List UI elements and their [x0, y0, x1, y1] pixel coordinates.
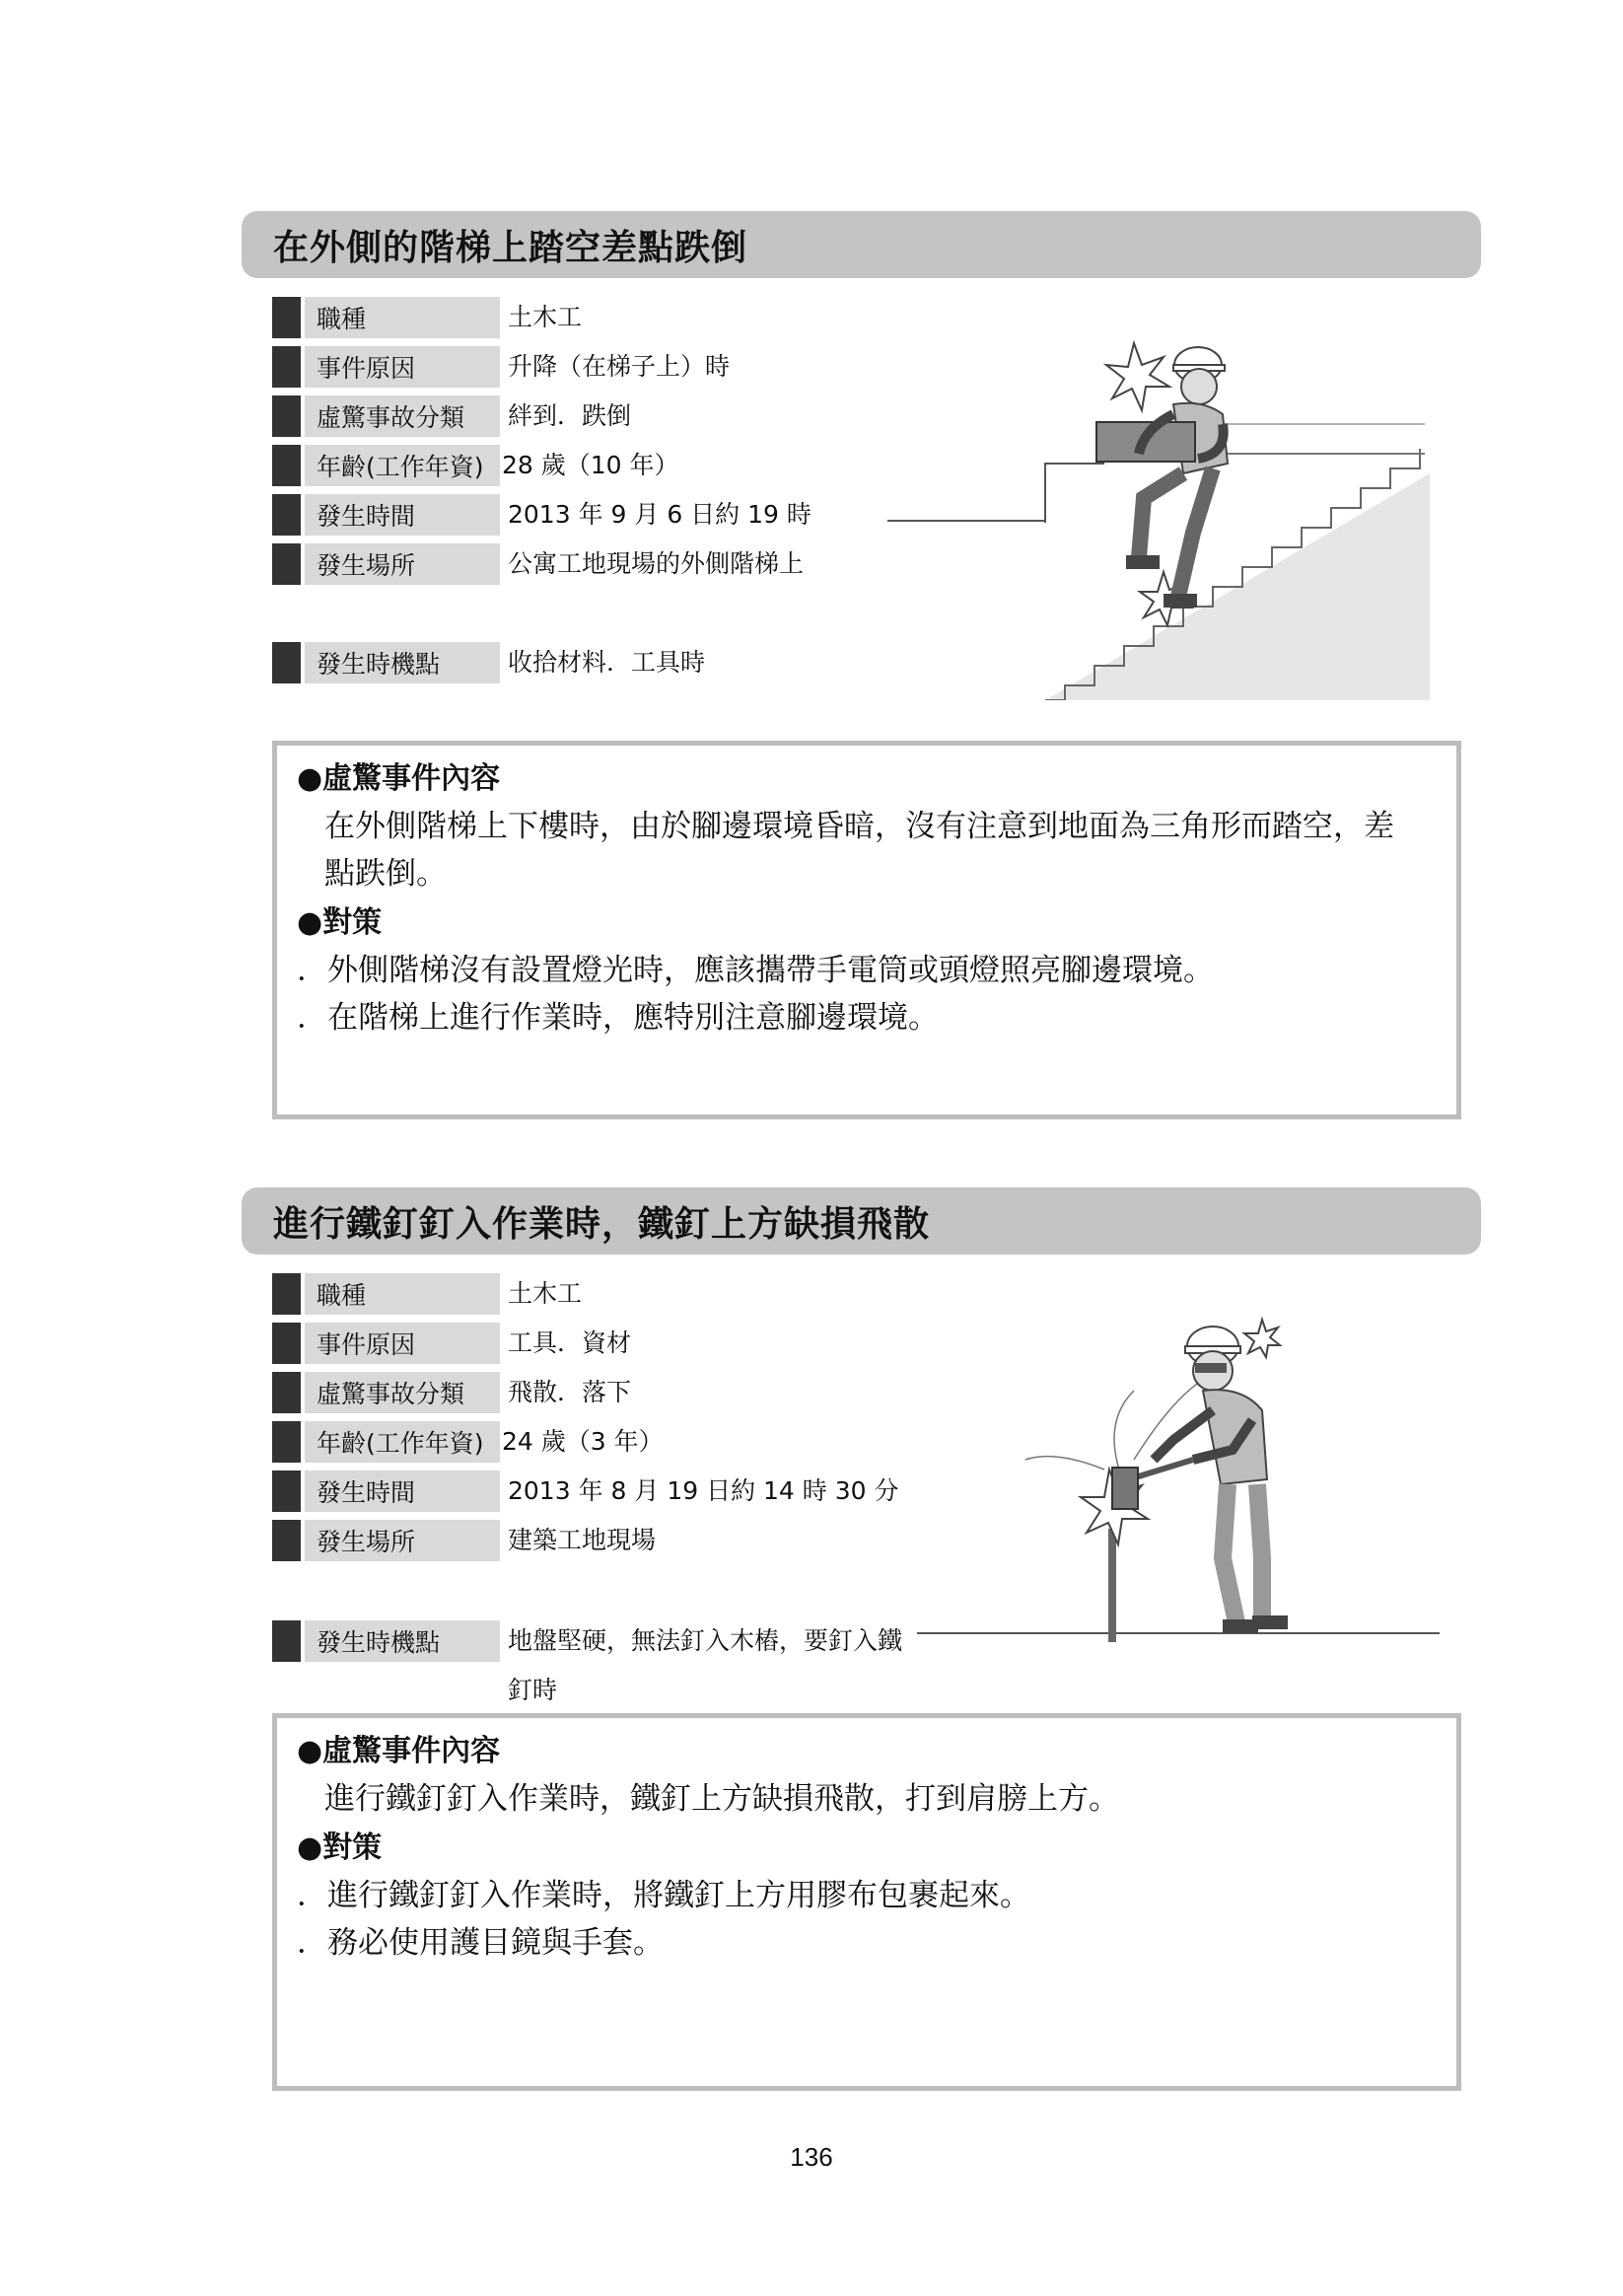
info-value: 2013 年 8 月 19 日約 14 時 30 分: [508, 1476, 899, 1505]
info-row-occupation: [272, 297, 582, 338]
info-row-timing: [272, 642, 705, 683]
case-1-content-box: [272, 741, 1461, 1119]
info-row-time: [272, 1471, 899, 1512]
info-value: 2013 年 9 月 6 日約 19 時: [508, 500, 812, 529]
info-value: 公寓工地現場的外側階梯上: [508, 549, 805, 578]
info-label: 發生場所: [305, 543, 500, 585]
info-label: 事件原因: [305, 346, 500, 388]
case-2-title: 進行鐵釘釘入作業時，鐵釘上方缺損飛散: [242, 1187, 1481, 1255]
info-row-category: [272, 395, 631, 437]
measure-item: ．進行鐵釘釘入作業時，將鐵釘上方用膠布包裹起來。: [297, 1878, 1030, 1913]
info-label: 虛驚事故分類: [305, 395, 500, 437]
info-row-time: [272, 494, 812, 536]
info-row-place: [272, 1520, 656, 1561]
info-label: 發生場所: [305, 1520, 500, 1561]
info-label: 發生時機點: [305, 1620, 500, 1662]
info-value: 飛散．落下: [508, 1378, 632, 1406]
info-row-occupation: [272, 1273, 582, 1315]
info-label: 職種: [305, 297, 500, 338]
info-marker: [272, 445, 301, 486]
info-marker: [272, 1421, 301, 1463]
measure-item: ．在階梯上進行作業時，應特別注意腳邊環境。: [297, 1000, 939, 1036]
info-label: 年齡(工作年資): [305, 1421, 500, 1463]
info-value: 28 歲（10 年）: [502, 451, 679, 479]
info-label: 事件原因: [305, 1323, 500, 1364]
info-value: 升降（在梯子上）時: [508, 352, 731, 381]
case-1-title: 在外側的階梯上踏空差點跌倒: [242, 211, 1481, 278]
content-text: 進行鐵釘釘入作業時，鐵釘上方缺損飛散，打到肩膀上方。: [324, 1781, 1119, 1817]
hammer-worker-illustration: [907, 1302, 1459, 1657]
info-value: 24 歲（3 年）: [502, 1427, 664, 1456]
info-marker: [272, 1323, 301, 1364]
info-value: 工具．資材: [508, 1328, 632, 1357]
info-marker: [272, 297, 301, 338]
info-row-age: [272, 445, 679, 486]
info-marker: [272, 346, 301, 388]
info-value: 土木工: [508, 303, 583, 331]
stairs-worker-illustration: [878, 325, 1430, 700]
info-row-cause: [272, 1323, 631, 1364]
info-label: 發生時機點: [305, 642, 500, 683]
info-value: 土木工: [508, 1279, 583, 1308]
content-heading: ●虛驚事件內容: [297, 1734, 501, 1768]
info-marker: [272, 543, 301, 585]
page-number: 136: [790, 2142, 833, 2172]
info-row-place: [272, 543, 804, 585]
info-label: 發生時間: [305, 494, 500, 536]
measures-heading: ●對策: [297, 905, 383, 940]
info-row-age: [272, 1421, 664, 1463]
info-value: 建築工地現場: [508, 1526, 657, 1554]
info-value: 地盤堅硬，無法釘入木樁，要釘入鐵釘時: [508, 1626, 903, 1704]
info-marker: [272, 1273, 301, 1315]
info-marker: [272, 1620, 301, 1662]
info-label: 職種: [305, 1273, 500, 1315]
info-row-timing: [272, 1620, 912, 1704]
measure-item: ．外側階梯沒有設置燈光時，應該攜帶手電筒或頭燈照亮腳邊環境。: [297, 953, 1214, 988]
measures-list: [297, 1872, 1437, 1967]
info-marker: [272, 494, 301, 536]
measure-item: ．務必使用護目鏡與手套。: [297, 1925, 664, 1961]
measures-list: [297, 947, 1437, 1041]
info-label: 年齡(工作年資): [305, 445, 500, 486]
info-label: 虛驚事故分類: [305, 1372, 500, 1413]
info-marker: [272, 1372, 301, 1413]
info-marker: [272, 395, 301, 437]
content-heading: ●虛驚事件內容: [297, 761, 501, 796]
info-label: 發生時間: [305, 1471, 500, 1512]
info-value: 絆到．跌倒: [508, 401, 632, 430]
case-2-content-box: [272, 1713, 1461, 2091]
measures-heading: ●對策: [297, 1830, 383, 1865]
content-text: 在外側階梯上下樓時，由於腳邊環境昏暗，沒有注意到地面為三角形而踏空，差點跌倒。: [324, 809, 1394, 892]
info-marker: [272, 642, 301, 683]
info-row-cause: [272, 346, 730, 388]
info-marker: [272, 1520, 301, 1561]
info-value: 收拾材料．工具時: [508, 648, 706, 677]
info-marker: [272, 1471, 301, 1512]
info-row-category: [272, 1372, 631, 1413]
